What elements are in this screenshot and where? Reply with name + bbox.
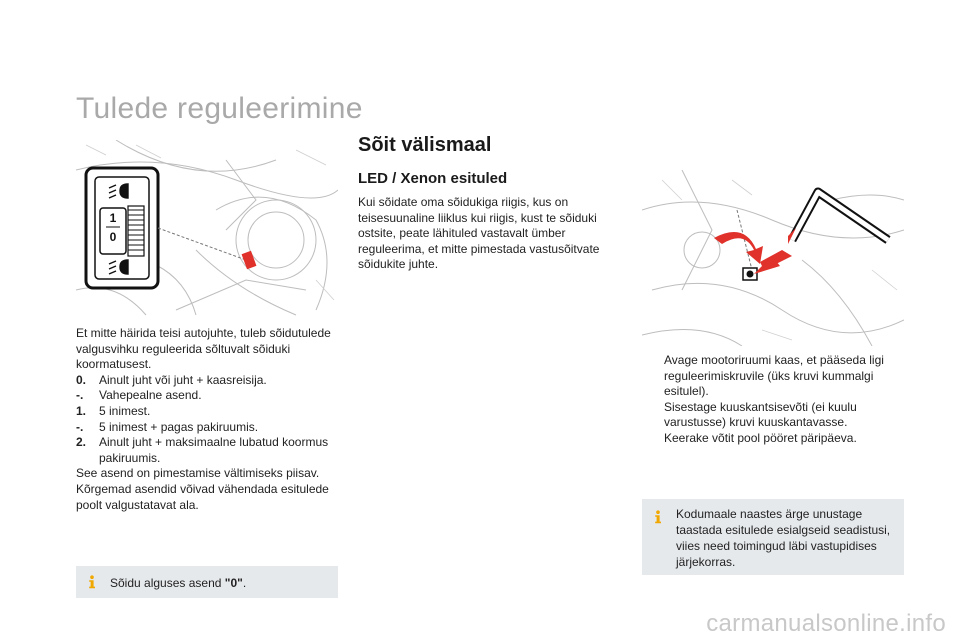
list-item: -. Vahepealne asend. [76,388,202,403]
load-settings-text [76,326,338,513]
list-item: Sisestage kuuskantsisevõti (ei kuulu varustusse) kruvi kuuskantavasse. [642,400,904,431]
note-suffix: . [242,576,247,590]
section-heading: Sõit välismaal [358,134,492,156]
headlamp-adjuster-illustration [76,140,338,320]
list-item: -. 5 inimest + pagas pakiruumis. [76,419,259,434]
info-icon [86,575,98,589]
note-value: "0" [224,576,243,590]
intro-paragraph: Et mitte häirida teisi autojuhte, tuleb sõidutulede valgusvihku reguleerida sõltuvalt sõiduki koormatusest. [76,326,331,372]
position-list [76,373,338,467]
return-home-note [642,499,904,575]
start-position-note [76,566,338,598]
arrow-bullet-icon [642,400,664,431]
list-item: Keerake võtit pool pööret päripäeva. [642,431,904,447]
watermark: carmanualsonline.info [706,610,946,637]
engine-adjust-illustration [642,170,904,346]
arrow-bullet-icon [642,431,664,447]
section-subheading: LED / Xenon esituled [358,170,508,187]
note-text: Kodumaale naastes ärge unustage taastada esitulede esialgseid seadistusi, viies need toimingud läbi vastupidises järjekorras. [676,507,891,569]
list-item: 0. Ainult juht või juht + kaasreisija. [76,372,267,387]
arrow-bullet-icon [642,353,664,400]
page-title: Tulede reguleerimine [76,92,363,125]
dial-label-1: 1 [109,211,117,225]
dial-label-0: 0 [109,230,117,244]
body-paragraph: Kui sõidate oma sõidukiga riigis, kus on teisesuunaline liiklus kui riigis, kust te sõiduki ostsite, peate lähituled vastavalt ümber reguleerima, et mitte pimestada vastusõitvate sõidukite juhte. [358,195,600,272]
list-item: Avage mootoriruumi kaas, et pääseda ligi reguleerimiskruvile (üks kruvi kummalgi esitulel). [642,353,904,400]
outro-paragraph: See asend on pimestamise vältimiseks piisav. Kõrgemad asendid võivad vähendada esitulede poolt valgustatavat ala. [76,466,329,512]
list-item: 1. 5 inimest. [76,403,151,418]
note-prefix: Sõidu alguses asend [110,576,225,590]
list-item: 2. Ainult juht + maksimaalne lubatud koormus pakiruumis. [76,435,329,465]
info-icon [652,510,664,524]
adjust-steps-list [642,353,904,447]
